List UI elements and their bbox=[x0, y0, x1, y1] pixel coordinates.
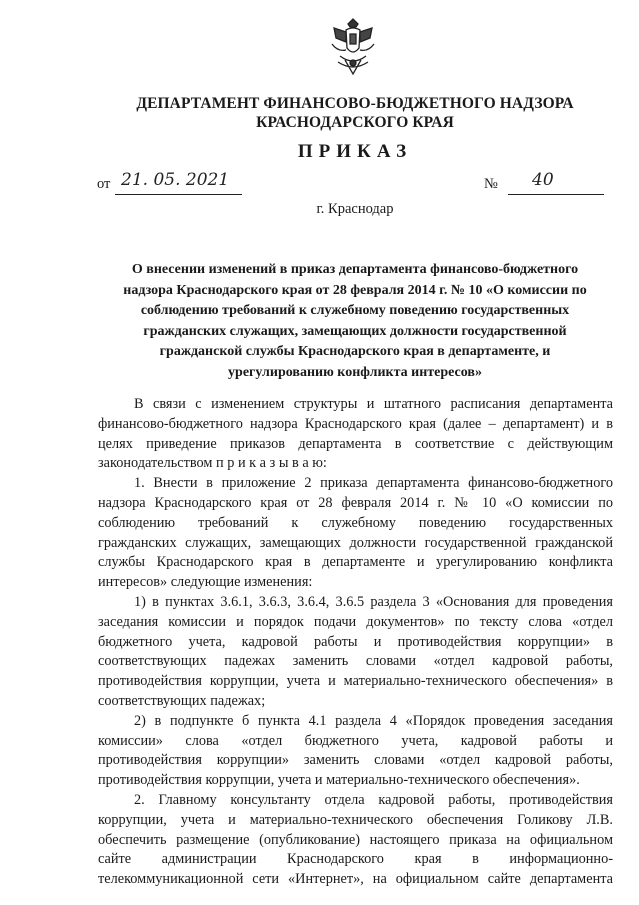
date-prefix: от bbox=[97, 176, 111, 192]
title-line: гражданских служащих, замещающих должности государственной bbox=[143, 323, 567, 339]
body-line: противодействия коррупции» заменить словами «отдел кадровой работы, bbox=[98, 752, 613, 769]
body-line: финансово-бюджетного надзора Краснодарского края (далее – департамент) и в bbox=[98, 415, 613, 432]
title-line: гражданской службы Краснодарского края в департаменте, и bbox=[159, 344, 551, 359]
department-name-line-2: КРАСНОДАРСКОГО КРАЯ bbox=[256, 114, 454, 131]
number-value: 40 bbox=[532, 170, 554, 190]
body-line: 2) в подпункте б пункта 4.1 раздела 4 «Порядок проведения заседания bbox=[134, 712, 613, 729]
body-line: обеспечить размещение (опубликование) настоящего приказа на официальном bbox=[98, 831, 613, 848]
number-prefix: № bbox=[484, 176, 498, 192]
body-line: 1) в пунктах 3.6.1, 3.6.3, 3.6.4, 3.6.5 раздела 3 «Основания для проведения bbox=[134, 593, 613, 610]
city: г. Краснодар bbox=[316, 201, 394, 217]
body-line: соблюдению требований к служебному поведению государственных bbox=[98, 514, 613, 531]
body-line: 1. Внести в приложение 2 приказа департамента финансово-бюджетного bbox=[134, 475, 613, 492]
body-line: противодействия коррупции, учета и материально-технического обеспечения» в bbox=[98, 673, 613, 690]
title-line: урегулированию конфликта интересов» bbox=[228, 364, 482, 380]
body-line: целях приведение приказов департамента в соответствие с действующим bbox=[98, 435, 613, 452]
department-name-line-1: ДЕПАРТАМЕНТ ФИНАНСОВО-БЮДЖЕТНОГО НАДЗОРА bbox=[136, 95, 574, 112]
body-line: заседания комиссии и порядок подачи документов» по тексту слова «отдел bbox=[98, 613, 613, 630]
body-line: телекоммуникационной сети «Интернет», на официальном сайте департамента bbox=[98, 871, 613, 888]
number-underline bbox=[508, 194, 604, 195]
document-title bbox=[100, 260, 610, 383]
body-line: соответствующих падежах заменить словами «отдел кадровой работы, bbox=[98, 653, 613, 670]
body-line: В связи с изменением структуры и штатного расписания департамента bbox=[134, 396, 613, 412]
body-line: комиссии» слова «отдел бюджетного учета, кадровой работы и bbox=[98, 732, 613, 749]
title-line: О внесении изменений в приказ департамента финансово-бюджетного bbox=[131, 262, 579, 277]
body-line: бюджетного учета, кадровой работы и противодействия коррупции» в bbox=[98, 633, 613, 650]
body-line: законодательством п р и к а з ы в а ю: bbox=[98, 455, 327, 472]
document-type: ПРИКАЗ bbox=[297, 141, 413, 162]
body-line: интересов» следующие изменения: bbox=[98, 574, 313, 591]
date-underline bbox=[115, 194, 242, 195]
body-line: службы Краснодарского края в департаменте и урегулированию конфликта bbox=[98, 554, 613, 571]
title-line: надзора Краснодарского края от 28 февраля 2014 г. № 10 «О комиссии по bbox=[123, 282, 587, 298]
body-line: сайте администрации Краснодарского края в информационно- bbox=[98, 851, 613, 868]
body-line: противодействия коррупции, учета и материально-технического обеспечения». bbox=[98, 772, 580, 789]
body-line: гражданских служащих, замещающих должности государственной гражданской bbox=[98, 534, 613, 551]
body-line: 2. Главному консультанту отдела кадровой работы, противодействия bbox=[134, 791, 613, 808]
body-line: коррупции, учета и материально-технического обеспечения Голикову Л.В. bbox=[98, 811, 613, 828]
coat-of-arms-emblem bbox=[328, 18, 378, 76]
body-line: соответствующих падежах; bbox=[98, 692, 266, 709]
body-line: надзора Краснодарского края от 28 февраля 2014 г. № 10 «О комиссии по bbox=[98, 494, 613, 511]
date-value: 21. 05. 2021 bbox=[121, 170, 230, 190]
title-line: соблюдению требований к служебному поведению государственных bbox=[140, 303, 570, 318]
document-body bbox=[98, 395, 613, 890]
